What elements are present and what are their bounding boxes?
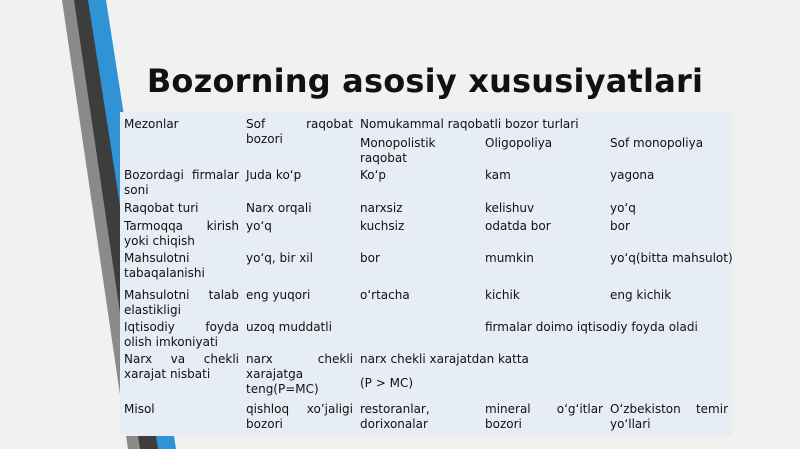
row-monopoly: eng kichik: [610, 288, 672, 302]
row-criterion: Narx va chekli xarajat nisbati: [124, 352, 239, 381]
row-mono-comp: bor: [360, 251, 380, 265]
row-criterion: Iqtisodiy foyda olish imkoniyati: [124, 320, 239, 349]
row-formula: (P > MC): [360, 376, 414, 390]
row-oligo: kam: [485, 168, 511, 182]
row-oligo: firmalar doimo iqtisodiy foyda oladi: [485, 320, 698, 334]
slide-title: Bozorning asosiy xususiyatlari: [146, 62, 704, 100]
row-criterion: Misol: [124, 402, 155, 416]
row-monopoly: yo‘q(bitta mahsulot): [610, 251, 733, 265]
row-mono-comp: narxsiz: [360, 201, 403, 215]
row-criterion: Mahsulotni talab elastikligi: [124, 288, 239, 317]
row-criterion: Raqobat turi: [124, 201, 199, 215]
row-monopoly: yagona: [610, 168, 655, 182]
market-comparison-table: [120, 112, 732, 436]
row-pure: yo‘q, bir xil: [246, 251, 313, 265]
row-oligo: mumkin: [485, 251, 534, 265]
row-monopoly: bor: [610, 219, 630, 233]
row-mono-comp: o‘rtacha: [360, 288, 410, 302]
row-pure: Juda ko‘p: [246, 168, 302, 182]
header-monopolistic: Monopolistik raqobat: [360, 136, 436, 165]
row-oligo: kelishuv: [485, 201, 535, 215]
row-pure: Narx orqali: [246, 201, 312, 215]
header-criteria: Mezonlar: [124, 117, 179, 131]
row-pure: narx chekli xarajatga teng(P=MC): [246, 352, 353, 396]
row-pure: eng yuqori: [246, 288, 311, 302]
header-imperfect-group: Nomukammal raqobatli bozor turlari: [360, 117, 579, 131]
row-mono-comp: Ko‘p: [360, 168, 387, 182]
row-pure: yo‘q: [246, 219, 272, 233]
row-oligo: kichik: [485, 288, 520, 302]
row-criterion: Mahsulotni tabaqalanishi: [124, 251, 205, 280]
row-mono-comp: restoranlar, dorixonalar: [360, 402, 430, 431]
header-pure-competition: Sof raqobat bozori: [246, 117, 353, 146]
row-criterion: Tarmoqqa kirish yoki chiqish: [124, 219, 239, 248]
header-pure-monopoly: Sof monopoliya: [610, 136, 704, 150]
header-oligopoly: Oligopoliya: [485, 136, 553, 150]
row-mono-comp: narx chekli xarajatdan katta: [360, 352, 529, 366]
row-oligo: odatda bor: [485, 219, 551, 233]
row-oligo: mineral o‘g‘itlar bozori: [485, 402, 603, 431]
row-monopoly: O‘zbekiston temir yo‘llari: [610, 402, 728, 431]
row-criterion: Bozordagi firmalar soni: [124, 168, 239, 197]
row-mono-comp: kuchsiz: [360, 219, 405, 233]
row-monopoly: yo‘q: [610, 201, 636, 215]
row-pure: uzoq muddatli: [246, 320, 332, 334]
row-pure: qishloq xo’jaligi bozori: [246, 402, 353, 431]
